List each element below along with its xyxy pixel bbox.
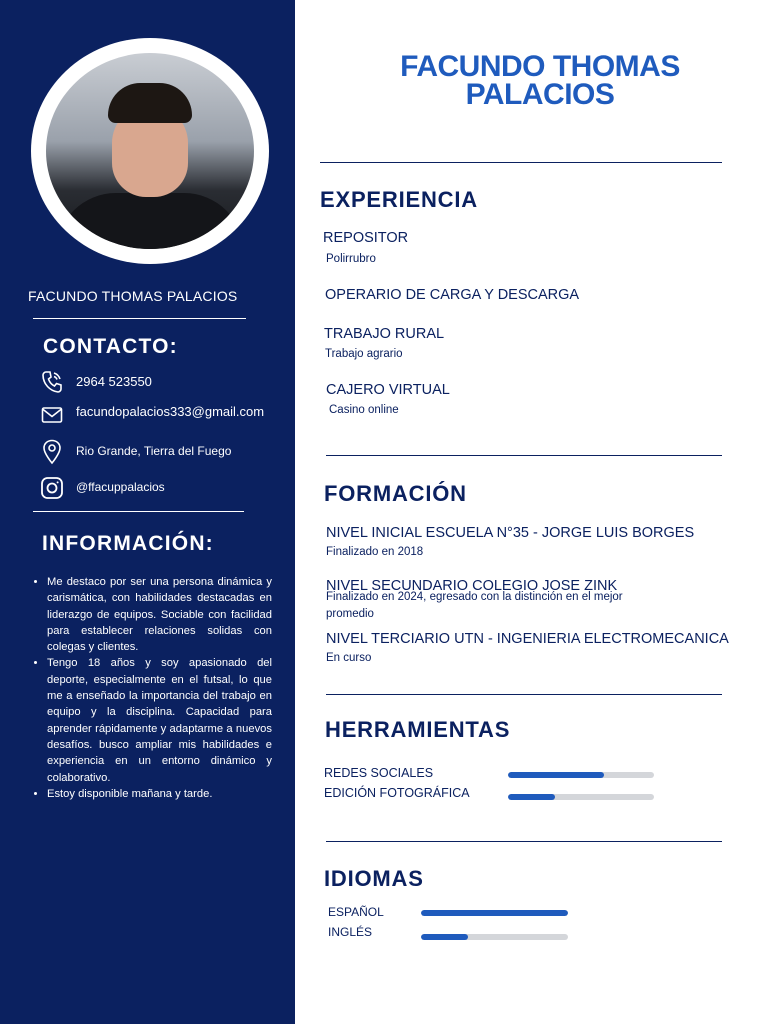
tool-level-fill	[508, 794, 555, 800]
instagram-text[interactable]: @ffacuppalacios	[76, 480, 165, 494]
language-level-fill	[421, 934, 468, 940]
experience-title: OPERARIO DE CARGA Y DESCARGA	[325, 287, 580, 303]
languages-heading: IDIOMAS	[324, 866, 424, 891]
tool-label: REDES SOCIALES	[324, 766, 434, 780]
info-item: • Me destaco por ser una persona dinámica y carismática, con habilidades destacadas en liderazgo de equipos. Sociable con facilidad para establecer relaciones solidas con colegas y clientes.	[47, 574, 272, 655]
profile-photo-frame	[31, 38, 269, 264]
name-line-2: PALACIOS	[465, 78, 615, 111]
info-item: • Estoy disponible mañana y tarde.	[47, 786, 272, 802]
divider	[33, 511, 244, 512]
experience-title: CAJERO VIRTUAL	[326, 382, 450, 398]
contact-location	[40, 440, 232, 464]
tool-level-bar	[508, 772, 654, 778]
location-text: Rio Grande, Tierra del Fuego	[76, 444, 232, 458]
phone-icon	[40, 370, 64, 394]
name-line-1: FACUNDO THOMAS	[400, 50, 680, 83]
education-title: NIVEL TERCIARIO UTN - INGENIERIA ELECTROMECANICA	[326, 631, 729, 647]
education-subtitle: Finalizado en 2024, egresado con la distinción en el mejor	[326, 591, 623, 603]
divider	[33, 318, 246, 319]
sidebar-full-name: FACUNDO THOMAS PALACIOS	[28, 288, 238, 304]
tool-level-fill	[508, 772, 604, 778]
education-subtitle: promedio	[326, 608, 374, 620]
contact-instagram	[40, 476, 165, 500]
divider	[326, 841, 722, 842]
location-pin-icon	[40, 440, 64, 464]
education-title: NIVEL INICIAL ESCUELA N°35 - JORGE LUIS BORGES	[326, 525, 695, 541]
language-label: ESPAÑOL	[328, 905, 384, 919]
language-level-bar	[421, 934, 568, 940]
experience-heading: EXPERIENCIA	[320, 187, 478, 212]
education-title: NIVEL SECUNDARIO COLEGIO JOSE ZINK	[326, 578, 618, 594]
divider	[326, 694, 722, 695]
phone-text: 2964 523550	[76, 374, 152, 389]
mail-icon	[40, 403, 64, 427]
tool-label: EDICIÓN FOTOGRÁFICA	[324, 786, 470, 800]
info-list	[30, 574, 272, 802]
instagram-icon	[40, 476, 64, 500]
page-title	[330, 50, 750, 111]
divider	[320, 162, 722, 163]
contact-email	[40, 403, 265, 427]
divider	[326, 455, 722, 456]
language-level-bar	[421, 910, 568, 916]
experience-title: REPOSITOR	[323, 230, 409, 246]
experience-subtitle: Polirrubro	[326, 253, 376, 265]
info-heading: INFORMACIÓN:	[42, 532, 214, 555]
contact-phone	[40, 370, 152, 394]
language-label: INGLÉS	[328, 925, 373, 939]
education-subtitle: En curso	[326, 652, 372, 664]
experience-title: TRABAJO RURAL	[324, 326, 445, 342]
profile-photo	[46, 53, 254, 249]
tool-level-bar	[508, 794, 654, 800]
experience-subtitle: Casino online	[329, 404, 399, 416]
email-text[interactable]: facundopalacios333@gmail.com	[76, 404, 265, 419]
language-level-fill	[421, 910, 568, 916]
sidebar	[0, 0, 295, 1024]
tools-heading: HERRAMIENTAS	[325, 717, 511, 742]
education-heading: FORMACIÓN	[324, 481, 467, 506]
education-subtitle: Finalizado en 2018	[326, 546, 424, 558]
contact-heading: CONTACTO:	[43, 335, 178, 358]
info-item: • Tengo 18 años y soy apasionado del deporte, especialmente en el futsal, lo que me a enseñado la importancia del trabajo en equipo y la disciplina. Capacidad para aprender rápidamente y adaptarme a nuevos desafíos. busco ampliar mis habilidades e experiencia en un entorno dinámico y colaborativo.	[47, 655, 272, 785]
experience-subtitle: Trabajo agrario	[325, 348, 403, 360]
